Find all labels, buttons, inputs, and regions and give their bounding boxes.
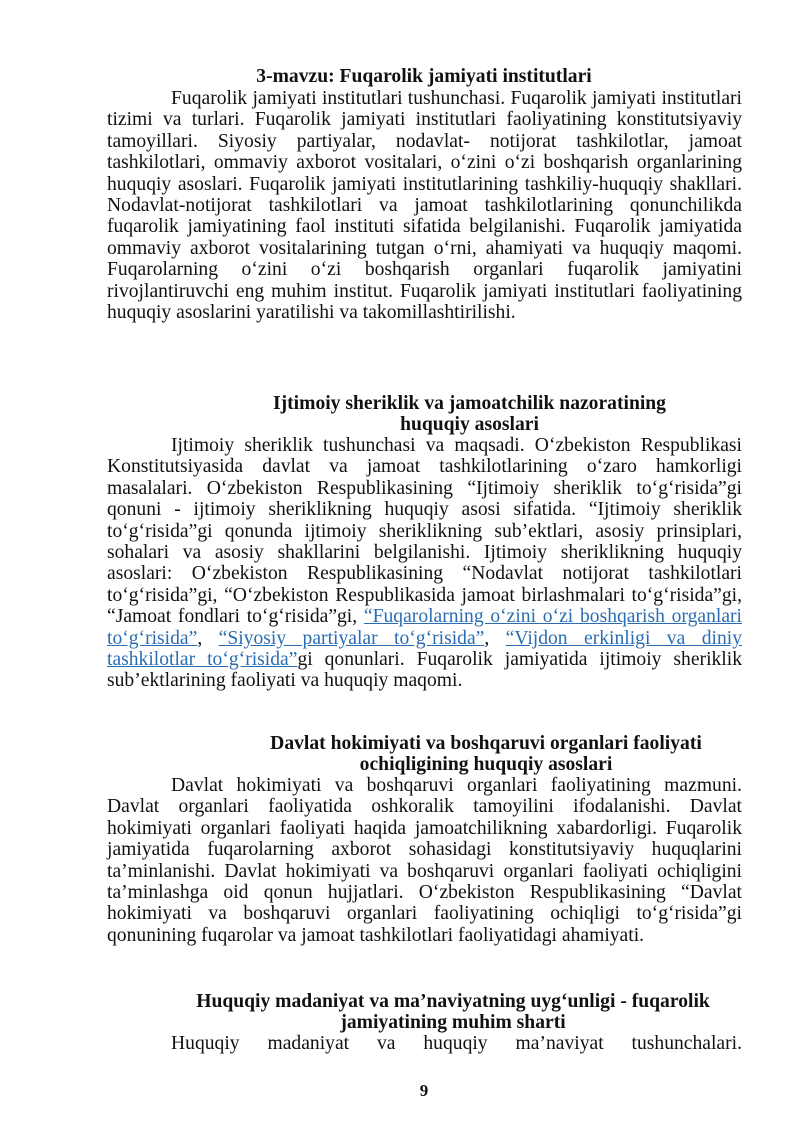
paragraph-intro: Fuqarolik jamiyati institutlari tushunchasi. Fuqarolik jamiyati institutlari tizimi va turlari. Fuqarolik jamiyati institutlari faoliyatining konstitutsiyaviy tamoyillari. Siyosiy partiyalar, nodavlat- notijorat tashkilotlar, jamoat tashkilotlari, ommaviy axborot vositalari, o‘zini o‘zi boshqarish organlarining huquqiy asoslari. Fuqarolik jamiyati institutlarining tashkiliy-huquqiy shakllari. Nodavlat-notijorat tashkilotlari va jamoat tashkilotlarining qonunchilikda fuqarolik jamiyatining faol instituti sifatida belgilanishi. Fuqarolik jamiyatida ommaviy axborot vositalarining tutgan o‘rni, ahamiyati va huquqiy maqomi. Fuqarolarning o‘zini o‘zi boshqarish organlari fuqarolik jamiyatini rivojlantiruvchi eng muhim institut. Fuqarolik jamiyati institutlari faoliyatining huquqiy asoslarini yaratilishi va takomillashtirilishi. <box>107 88 742 324</box>
section-heading-line: jamiyatining muhim sharti <box>340 1012 566 1034</box>
paragraph-text: Ijtimoiy sheriklik tushunchasi va maqsadi. O‘zbekiston Respublikasi Konstitutsiyasida davlat va jamoat tashkilotlarining o‘zaro hamkorligi masalalari. O‘zbekiston Respublikasining “Ijtimoiy sheriklik to‘g‘risida”gi qonuni - ijtimoiy sheriklikning huquqiy asosi sifatida. “Ijtimoiy sheriklik to‘g‘risida”gi qonunda ijtimoiy sheriklikning sub’ektlari, asosiy prinsiplari, sohalari va asosiy shakllarini belgilanishi. Ijtimoiy sheriklikning huquqiy asoslari: O‘zbekiston Respublikasining “Nodavlat notijorat tashkilotlari to‘g‘risida”gi, “O‘zbekiston Respublikasida jamoat birlashmalari to‘g‘risida”gi, “Jamoat fondlari to‘g‘risida”gi, <box>107 435 742 628</box>
section-heading-openness <box>247 733 725 776</box>
section-heading-legal-culture <box>168 991 738 1034</box>
section-heading-line: Huquqiy madaniyat va ma’naviyatning uyg‘unligi - fuqarolik <box>196 991 710 1012</box>
section-heading-line: huquqiy asoslari <box>400 414 539 436</box>
law-link-political-parties[interactable]: “Siyosiy partiyalar to‘g‘risida” <box>218 627 485 649</box>
section-heading-line: Davlat hokimiyati va boshqaruvi organlari faoliyati <box>270 733 702 754</box>
paragraph-legal-culture: Huquqiy madaniyat va huquqiy ma’naviyat tushunchalari. <box>171 1033 742 1054</box>
paragraph-text: gi qonunlari. Fuqarolik jamiyatida ijtimoiy sheriklik sub’ektlarining faoliyati va huquqiy maqomi. <box>107 649 742 692</box>
separator: , <box>197 627 219 649</box>
paragraph-openness: Davlat hokimiyati va boshqaruvi organlari faoliyatining mazmuni. Davlat organlari faoliyatida oshkoralik tamoyilini ifodalanishi. Davlat hokimiyati organlari faoliyati haqida jamoatchilikning xabardorligi. Fuqarolik jamiyatida fuqarolarning axborot sohasidagi konstitutsiyaviy huquqlarini ta’minlanishi. Davlat hokimiyati va boshqaruvi organlari faoliyati ochiqligini ta’minlashga oid qonun hujjatlari. O‘zbekiston Respublikasining “Davlat hokimiyati va boshqaruvi organlari faoliyatining ochiqligi to‘g‘risida”gi qonunining fuqarolar va jamoat tashkilotlari faoliyatidagi ahamiyati. <box>107 775 742 946</box>
page-number: 9 <box>419 1081 429 1100</box>
paragraph-social-partnership <box>107 435 742 692</box>
law-link-self-government[interactable]: “Fuqarolarning o‘zini o‘zi boshqarish organlari to‘g‘risida” <box>107 606 742 649</box>
section-heading-line: ochiqligining huquqiy asoslari <box>359 754 613 776</box>
page-title: 3-mavzu: Fuqarolik jamiyati institutlari <box>256 66 592 87</box>
law-link-freedom-of-conscience[interactable]: “Vijdon erkinligi va diniy tashkilotlar to‘g‘risida” <box>107 627 742 671</box>
section-heading-line: Ijtimoiy sheriklik va jamoatchilik nazoratining <box>273 393 666 414</box>
separator: , <box>484 627 506 649</box>
section-heading-social-partnership <box>252 393 687 436</box>
